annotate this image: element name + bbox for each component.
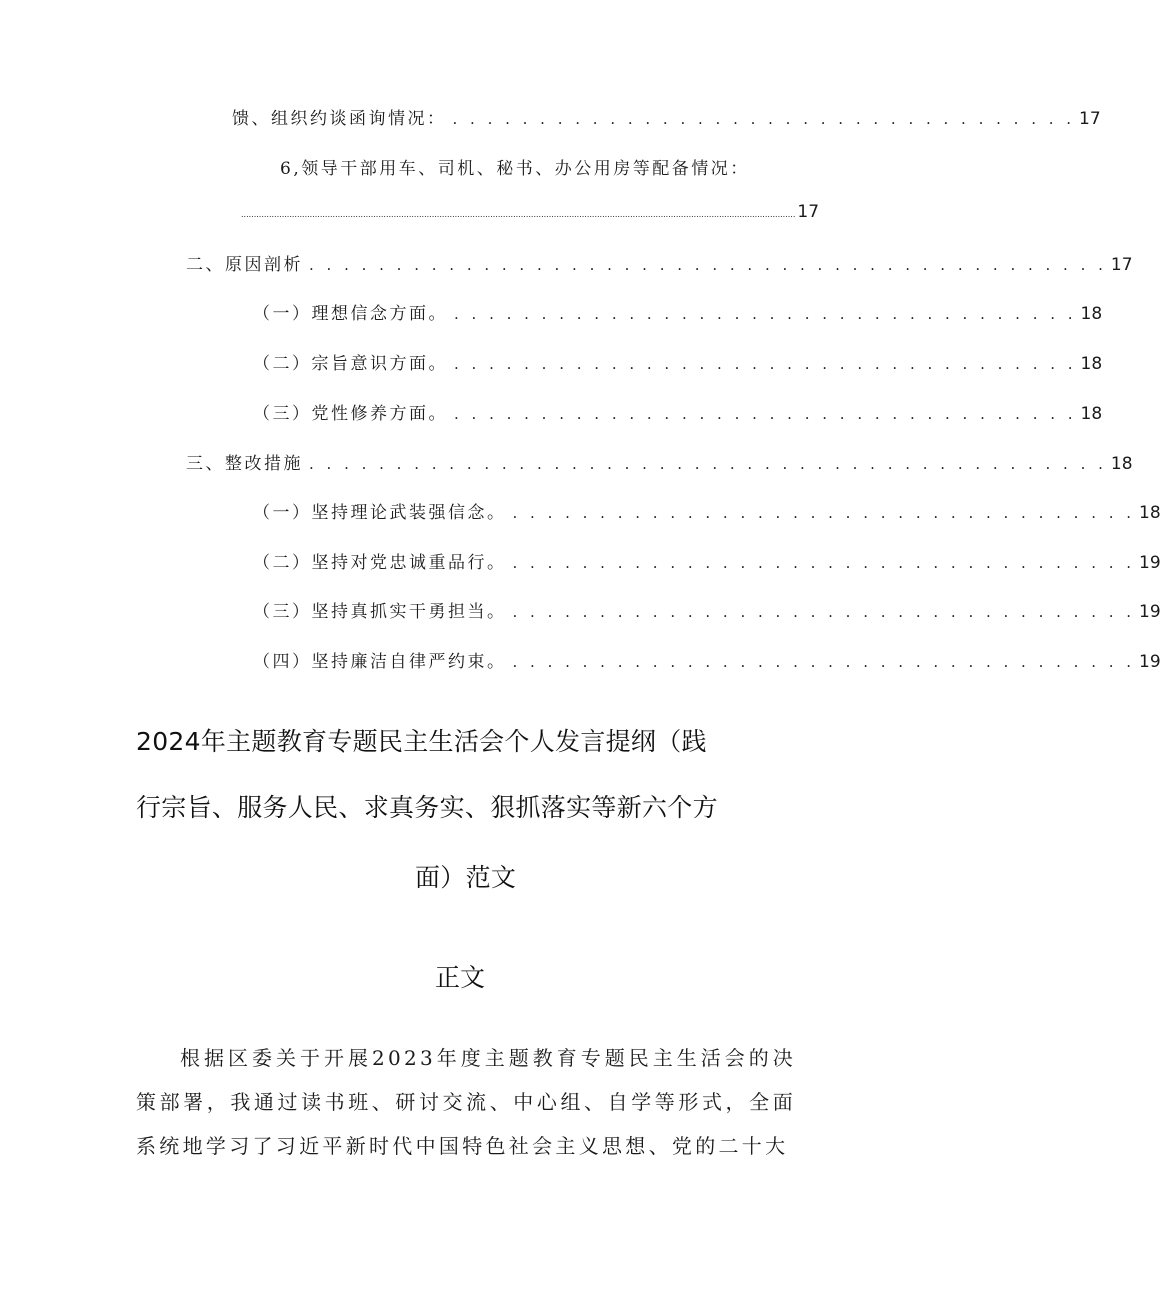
- dot-leader: . . . . . . . . . . . . . . . . . . . . . . . . . . . . . . . . . . . .: [512, 653, 1136, 671]
- toc-entry[interactable]: [186, 250, 1133, 275]
- toc-entry-label: 馈、组织约谈函询情况：: [232, 109, 447, 129]
- toc-entry-label: （二）宗旨意识方面。: [253, 354, 448, 374]
- toc-entry[interactable]: [241, 202, 820, 222]
- dot-leader: . . . . . . . . . . . . . . . . . . . . . . . . . . . . . . . . . . . .: [454, 355, 1077, 373]
- toc-entry-label: 二、原因剖析: [186, 255, 303, 275]
- dot-leader: . . . . . . . . . . . . . . . . . . . . . . . . . . . . . . . . . . . .: [512, 554, 1136, 572]
- dot-leader: ..........................................................................................................................................................................................................................: [241, 210, 796, 219]
- dot-leader: . . . . . . . . . . . . . . . . . . . . . . . . . . . . . . . . . . . . . . . . . . . . . .: [309, 256, 1107, 274]
- toc-entry[interactable]: [253, 399, 1103, 424]
- toc-entry-label: 6,领导干部用车、司机、秘书、办公用房等配备情况：: [280, 159, 750, 179]
- toc-entry-label: （三）党性修养方面。: [253, 404, 448, 424]
- dot-leader: . . . . . . . . . . . . . . . . . . . . . . . . . . . . . . . . . . . . . . . . . . . . . .: [309, 455, 1107, 473]
- toc-entry[interactable]: [253, 597, 1161, 622]
- toc-entry-label: （一）坚持理论武装强信念。: [253, 503, 507, 523]
- toc-entry-page: 18: [1110, 454, 1133, 474]
- toc-entry-page: 19: [1139, 652, 1161, 672]
- section-heading: 正文: [434, 963, 485, 992]
- toc-entry-page: 17: [797, 202, 820, 222]
- toc-entry-label: （三）坚持真抓实干勇担当。: [253, 602, 507, 622]
- dot-leader: . . . . . . . . . . . . . . . . . . . . . . . . . . . . . . . . . . . .: [454, 305, 1077, 323]
- toc-entry[interactable]: [186, 449, 1133, 474]
- toc-entry[interactable]: [253, 498, 1161, 523]
- toc-entry-page: 18: [1139, 503, 1161, 523]
- dot-leader: . . . . . . . . . . . . . . . . . . . . . . . . . . . . . . . . . . . .: [454, 405, 1077, 423]
- toc-entry-page: 18: [1080, 354, 1103, 374]
- toc-entry-page: 17: [1110, 255, 1133, 275]
- toc-entry-page: 18: [1080, 304, 1103, 324]
- toc-entry[interactable]: [253, 548, 1161, 573]
- dot-leader: . . . . . . . . . . . . . . . . . . . . . . . . . . . . . . . . . . . .: [512, 504, 1136, 522]
- document-title-line-3: 面）范文: [415, 863, 517, 892]
- toc-entry-page: 17: [1079, 109, 1101, 129]
- toc-entry[interactable]: [232, 104, 1101, 129]
- dot-leader: . . . . . . . . . . . . . . . . . . . . . . . . . . . . . . . . . . . .: [512, 603, 1136, 621]
- dot-leader: . . . . . . . . . . . . . . . . . . . . . . . . . . . . . . . . . . . .: [452, 110, 1076, 128]
- toc-entry-page: 19: [1139, 602, 1161, 622]
- toc-entry-page: 19: [1139, 553, 1161, 573]
- document-title-line-2: 行宗旨、服务人民、求真务实、狠抓落实等新六个方: [136, 793, 718, 822]
- toc-entry[interactable]: [253, 647, 1161, 672]
- toc-entry[interactable]: [253, 299, 1103, 324]
- toc-entry[interactable]: [253, 349, 1103, 374]
- toc-entry-label: （二）坚持对党忠诚重品行。: [253, 553, 507, 573]
- toc-entry-page: 18: [1080, 404, 1103, 424]
- toc-entry-label: （四）坚持廉洁自律严约束。: [253, 652, 507, 672]
- toc-entry[interactable]: [280, 154, 800, 179]
- document-title-line-1: 2024年主题教育专题民主生活会个人发言提纲（践: [136, 727, 707, 756]
- toc-entry-label: 三、整改措施: [186, 454, 303, 474]
- toc-entry-label: （一）理想信念方面。: [253, 304, 448, 324]
- body-paragraph: 根据区委关于开展2023年度主题教育专题民主生活会的决策部署，我通过读书班、研讨交流、中心组、自学等形式，全面系统地学习了习近平新时代中国特色社会主义思想、党的二十大: [136, 1046, 796, 1158]
